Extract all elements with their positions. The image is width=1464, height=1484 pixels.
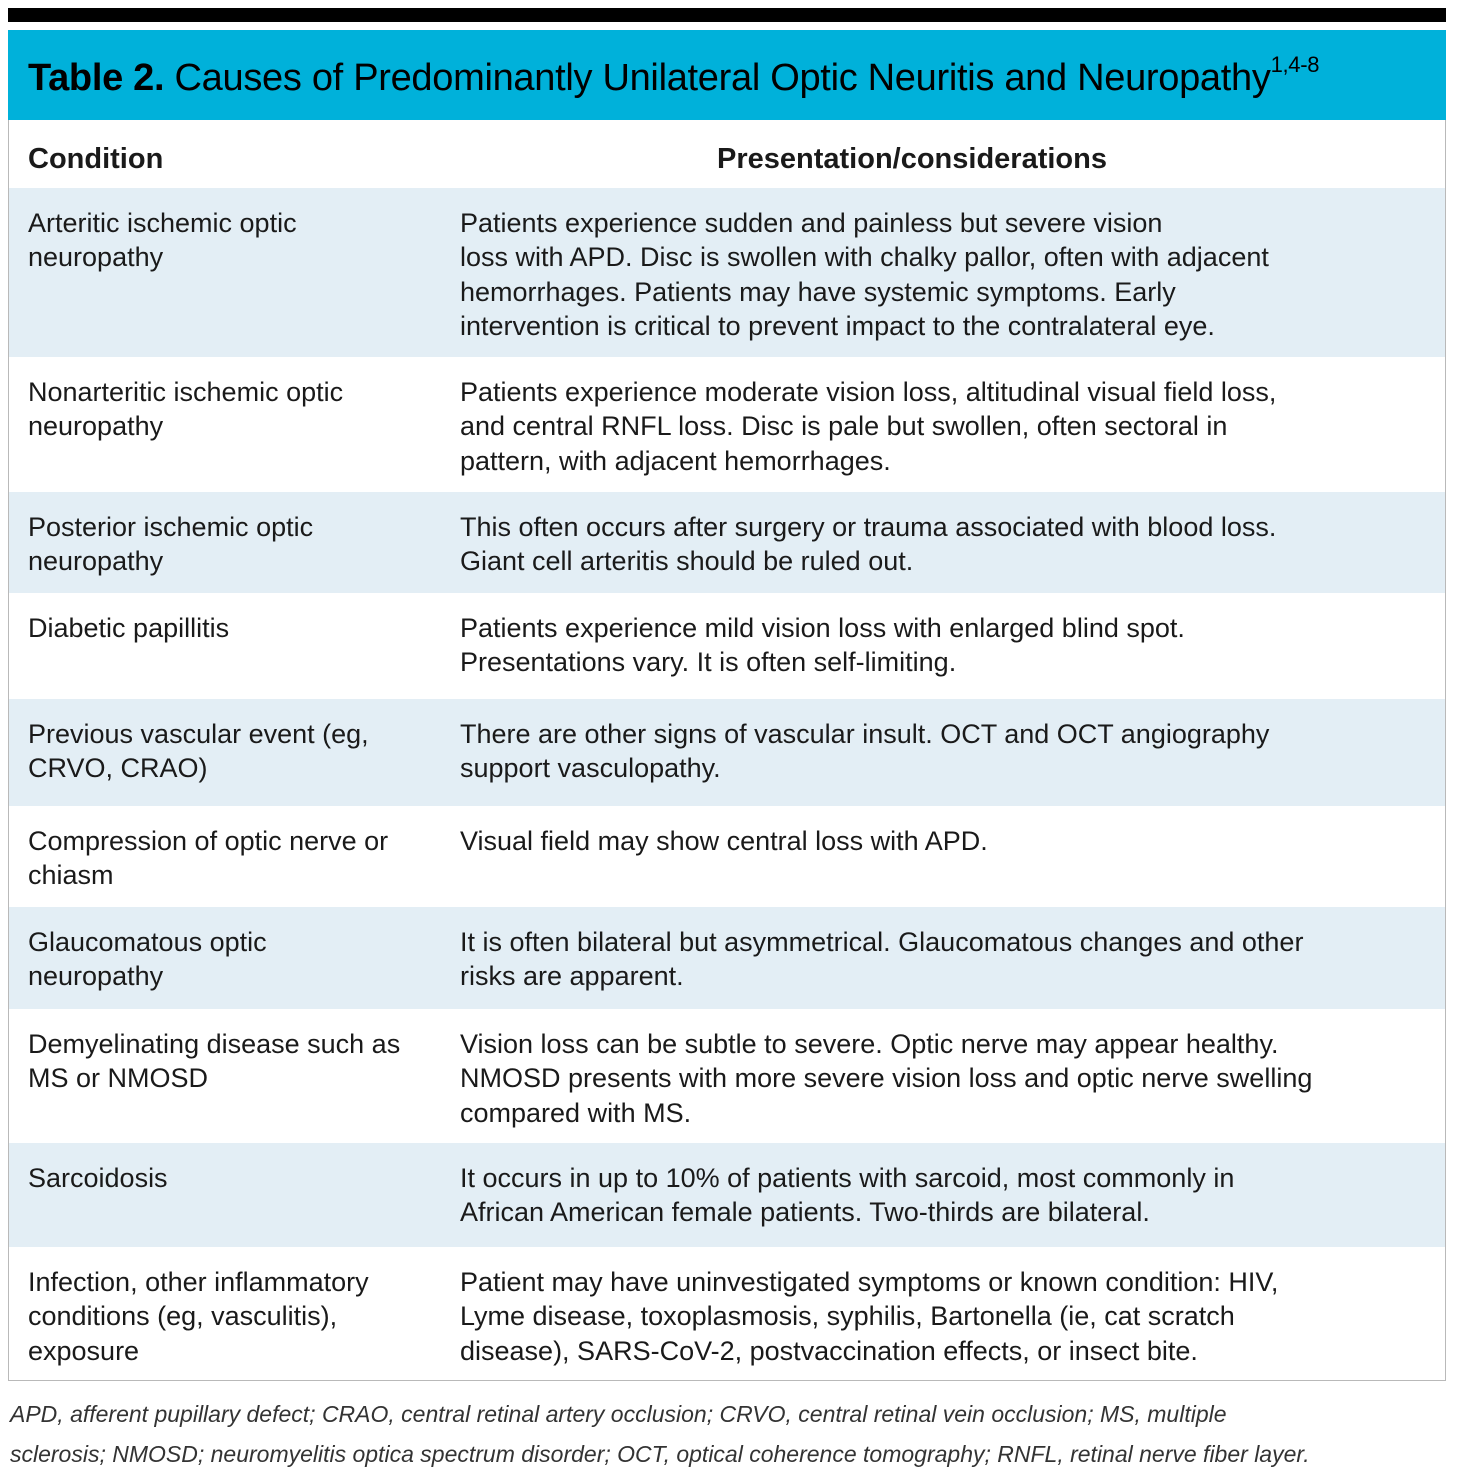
- condition-cell: Arteritic ischemic optic neuropathy: [28, 208, 297, 273]
- header-condition: Condition: [28, 143, 164, 175]
- table-row: [9, 357, 1445, 492]
- table-row: [9, 1143, 1445, 1247]
- table-row: [9, 907, 1445, 1009]
- condition-cell: Glaucomatous optic neuropathy: [28, 927, 267, 992]
- presentation-cell: It occurs in up to 10% of patients with sarcoid, most commonly in African American female patients. Two-thirds are bilateral.: [460, 1163, 1235, 1228]
- condition-cell: Demyelinating disease such as MS or NMOSD: [28, 1029, 401, 1094]
- header-row: [9, 120, 1445, 188]
- presentation-cell: It is often bilateral but asymmetrical. Glaucomatous changes and other risks are apparent.: [460, 927, 1304, 992]
- table-row: [9, 806, 1445, 907]
- table-row: [9, 1247, 1445, 1380]
- title-references: 1,4-8: [1270, 52, 1320, 77]
- table-footnote: APD, afferent pupillary defect; CRAO, central retinal artery occlusion; CRVO, central retinal vein occlusion; MS, multiple sclerosis; NMOSD; neuromyelitis optica spectrum disorder; OCT, optical coherence tomography; RNFL, retinal nerve fiber layer.: [10, 1401, 1310, 1467]
- causes-table: [8, 120, 1446, 1381]
- table-row: [9, 188, 1445, 357]
- presentation-cell: Vision loss can be subtle to severe. Optic nerve may appear healthy. NMOSD presents with more severe vision loss and optic nerve swelling compared with MS.: [460, 1029, 1313, 1128]
- table-title-bar: [8, 30, 1446, 120]
- table-row: [9, 492, 1445, 593]
- condition-cell: Nonarteritic ischemic optic neuropathy: [28, 377, 344, 442]
- presentation-cell: Patient may have uninvestigated symptoms or known condition: HIV, Lyme disease, toxoplasmosis, syphilis, Bartonella (ie, cat scratch disease), SARS-CoV-2, postvaccination effects, or insect bite.: [460, 1267, 1279, 1366]
- table-title-text: Causes of Predominantly Unilateral Optic Neuritis and Neuropathy: [164, 57, 1271, 99]
- header-presentation: Presentation/considerations: [717, 143, 1107, 175]
- presentation-cell: Patients experience moderate vision loss, altitudinal visual field loss, and central RNFL loss. Disc is pale but swollen, often sectoral in pattern, with adjacent hemorrhages.: [460, 377, 1277, 476]
- table-title: [28, 52, 1319, 100]
- table-label: Table 2.: [28, 57, 165, 99]
- condition-cell: Infection, other inflammatory conditions (eg, vasculitis), exposure: [28, 1267, 369, 1366]
- top-rule: [8, 8, 1446, 22]
- condition-cell: Compression of optic nerve or chiasm: [28, 826, 389, 891]
- presentation-cell: This often occurs after surgery or trauma associated with blood loss. Giant cell arteritis should be ruled out.: [460, 512, 1277, 577]
- presentation-cell: There are other signs of vascular insult. OCT and OCT angiography support vasculopathy.: [460, 719, 1270, 784]
- condition-cell: Posterior ischemic optic neuropathy: [28, 512, 314, 577]
- presentation-cell: Patients experience mild vision loss with enlarged blind spot. Presentations vary. It is often self-limiting.: [460, 613, 1185, 678]
- presentation-cell: Visual field may show central loss with APD.: [460, 826, 988, 856]
- condition-cell: Sarcoidosis: [28, 1163, 168, 1193]
- presentation-cell: Patients experience sudden and painless but severe vision loss with APD. Disc is swollen with chalky pallor, often with adjacent hemorrhages. Patients may have systemic symptoms. Early intervention is critical to prevent impact to the contralateral eye.: [460, 208, 1269, 341]
- table-row: [9, 593, 1445, 699]
- condition-cell: Diabetic papillitis: [28, 613, 230, 643]
- table-row: [9, 1009, 1445, 1143]
- condition-cell: Previous vascular event (eg, CRVO, CRAO): [28, 719, 369, 784]
- table-row: [9, 699, 1445, 806]
